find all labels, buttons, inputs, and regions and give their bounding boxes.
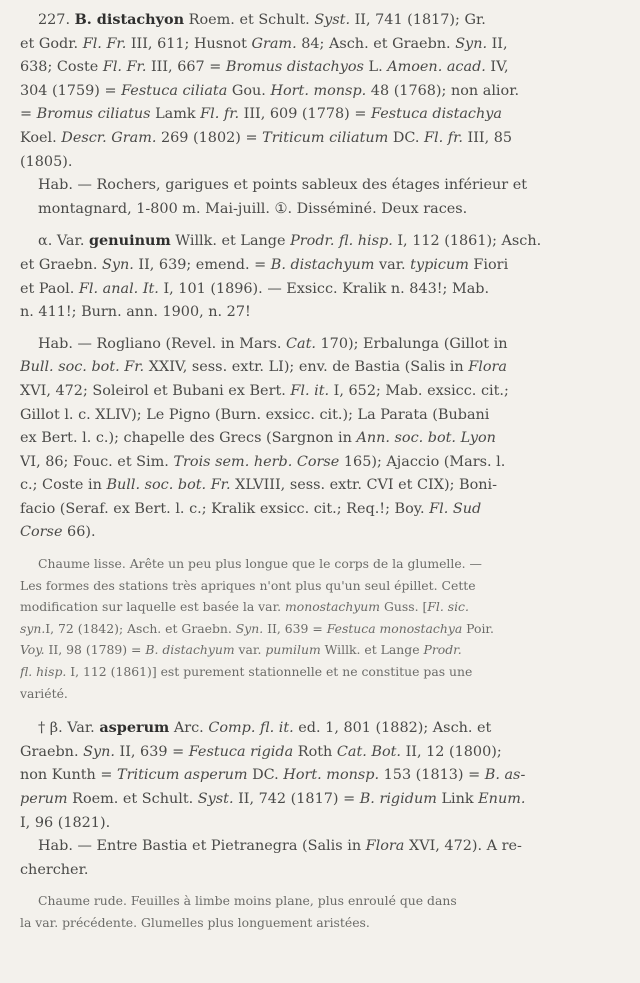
text-segment: Fl. fr. xyxy=(200,106,240,123)
text-segment: Triticum asperum xyxy=(117,767,248,784)
text-segment: non Kunth = xyxy=(20,767,118,784)
text-line xyxy=(20,8,620,33)
text-line xyxy=(20,661,620,683)
text-segment: Triticum ciliatum xyxy=(262,129,389,146)
text-segment: Syn. xyxy=(235,620,264,636)
text-segment: Fl. Fr. xyxy=(82,35,127,52)
text-segment: et Godr. xyxy=(20,35,83,52)
text-segment: syn. xyxy=(20,620,46,636)
text-segment: Syn. xyxy=(83,743,115,760)
text-segment: Descr. Gram. xyxy=(61,129,157,146)
text-segment: Hab. — Rogliano (Revel. in Mars. xyxy=(38,335,286,352)
text-segment: Hort. monsp. xyxy=(283,767,380,784)
text-segment: Fl. Fr. xyxy=(102,59,147,76)
text-segment: B. distachyon xyxy=(74,11,185,28)
text-segment: 48 (1768); non alior. xyxy=(366,82,520,99)
text-segment: facio (Seraf. ex Bert. l. c.; Kralik exsicc. cit.; Req.!; Boy. xyxy=(20,500,430,517)
text-segment: perum xyxy=(20,791,68,807)
text-segment: XLVIII, sess. extr. CVI et CIX); Boni- xyxy=(230,477,497,494)
text-line xyxy=(20,890,620,912)
text-line xyxy=(20,912,620,934)
text-segment: Fl. fr. xyxy=(424,129,463,146)
variety-alpha-habitat xyxy=(20,333,620,545)
text-segment: Voy. xyxy=(20,642,45,658)
text-segment: = xyxy=(20,106,37,123)
text-segment: DC. xyxy=(247,767,284,784)
text-segment: Syst. xyxy=(314,12,351,28)
text-segment: Bromus ciliatus xyxy=(36,106,151,123)
text-segment: la var. précédente. Glumelles plus longuement aristées. xyxy=(20,914,370,930)
text-segment: Corse xyxy=(20,524,63,541)
text-segment: genuinum xyxy=(88,232,171,250)
text-segment: Hab. — Entre Bastia et Pietranegra (Salis in xyxy=(38,838,366,855)
text-segment: monostachyum xyxy=(285,599,381,615)
text-line xyxy=(20,521,620,545)
text-segment: montagnard, 1-800 m. Mai-juill. ①. Disséminé. Deux races. xyxy=(38,200,468,217)
text-segment: Fl. Sud xyxy=(429,500,482,517)
text-segment: et Paol. xyxy=(20,280,79,297)
text-segment: XVI, 472). A re- xyxy=(404,838,522,855)
text-line xyxy=(20,404,620,428)
text-segment: II, xyxy=(487,35,508,52)
text-segment: Fl. anal. It. xyxy=(78,280,159,297)
text-line xyxy=(20,741,620,765)
text-segment: ex Bert. l. c.); chapelle des Grecs (Sargnon in xyxy=(20,430,357,447)
text-line xyxy=(20,716,620,741)
text-segment: Guss. [ xyxy=(380,599,428,615)
text-segment: ed. 1, 801 (1882); Asch. et xyxy=(293,720,492,737)
text-segment: Chaume lisse. Arête un peu plus longue que le corps de la glumelle. — xyxy=(38,556,482,572)
text-segment: II, 742 (1817) = xyxy=(233,791,360,807)
species-habitat xyxy=(20,174,620,221)
text-line xyxy=(20,301,620,325)
text-segment: chercher. xyxy=(20,861,89,878)
text-line xyxy=(20,56,620,80)
text-line xyxy=(20,151,620,175)
text-line xyxy=(20,333,620,357)
text-line xyxy=(20,639,620,661)
text-segment: α. Var. xyxy=(38,233,89,250)
text-segment: III, 85 xyxy=(462,129,513,146)
text-segment: III, 611; Husnot xyxy=(126,35,252,52)
text-segment: I, 112 (1861); Asch. xyxy=(392,233,542,250)
text-segment: DC. xyxy=(388,129,425,146)
text-segment: Fl. it. xyxy=(290,382,330,399)
text-segment: 227. xyxy=(38,12,75,28)
text-segment: Festuca monostachya xyxy=(326,620,463,636)
text-segment: typicum xyxy=(410,256,469,273)
text-segment: III, 667 = xyxy=(146,59,226,76)
text-segment: Syn. xyxy=(101,256,134,273)
text-segment: Koel. xyxy=(20,129,62,146)
text-line xyxy=(20,427,620,451)
text-segment: var. xyxy=(234,642,266,658)
text-segment: L. xyxy=(363,59,388,76)
text-segment: Amoen. acad. xyxy=(387,59,486,76)
text-line xyxy=(38,198,620,222)
text-segment: II, 98 (1789) = xyxy=(44,642,146,658)
text-segment: Flora xyxy=(365,838,405,855)
text-segment: B. distachyum xyxy=(270,256,375,273)
text-line xyxy=(20,254,620,278)
text-line xyxy=(20,835,620,859)
text-segment: Flora xyxy=(468,359,507,376)
variety-beta-heading xyxy=(20,716,620,835)
text-segment: II, 639; emend. = xyxy=(133,256,271,273)
text-segment: II, 639 = xyxy=(263,620,327,636)
variety-beta-habitat xyxy=(20,835,620,882)
text-line xyxy=(20,278,620,302)
text-line xyxy=(20,683,620,705)
text-segment: Gou. xyxy=(227,82,271,99)
text-segment: Fl. sic. xyxy=(427,599,469,615)
text-line xyxy=(20,812,620,836)
text-segment: et Graebn. xyxy=(20,256,102,273)
text-segment: Poir. xyxy=(462,620,494,636)
text-segment: Hort. monsp. xyxy=(270,82,367,99)
text-segment: III, 609 (1778) = xyxy=(239,106,371,123)
text-segment: fl. hisp. xyxy=(20,664,67,680)
text-segment: † β. Var. xyxy=(38,720,100,737)
text-segment: c.; Coste in xyxy=(20,477,107,494)
text-segment: Festuca distachya xyxy=(371,106,502,123)
text-segment: Cat. xyxy=(286,335,316,352)
text-segment: Chaume rude. Feuilles à limbe moins plane, plus enroulé que dans xyxy=(38,893,457,909)
text-line xyxy=(20,575,620,597)
text-line xyxy=(20,498,620,522)
text-segment: VI, 86; Fouc. et Sim. xyxy=(20,453,174,470)
text-segment: Roem. et Schult. xyxy=(184,12,315,28)
text-segment: B. distachyum xyxy=(145,642,235,658)
text-segment: IV, xyxy=(485,59,509,76)
text-segment: Enum. xyxy=(478,791,526,807)
text-segment: Prodr. xyxy=(423,642,462,658)
text-segment: Willk. et Lange xyxy=(170,233,291,250)
text-segment: 304 (1759) = xyxy=(20,82,122,99)
text-segment: variété. xyxy=(20,685,68,701)
text-segment: 84; Asch. et Graebn. xyxy=(296,35,456,52)
text-segment: XXIV, sess. extr. LI); env. de Bastia (Salis in xyxy=(144,359,469,376)
variety-beta-note xyxy=(20,890,620,933)
text-segment: B. rigidum xyxy=(359,791,437,807)
text-segment: Link xyxy=(436,791,479,807)
text-line xyxy=(20,229,620,254)
text-segment: Roem. et Schult. xyxy=(67,791,198,807)
text-segment: var. xyxy=(374,256,411,273)
text-segment: Comp. fl. it. xyxy=(208,720,294,737)
variety-alpha-heading xyxy=(20,229,620,324)
text-segment: XVI, 472; Soleirol et Bubani ex Bert. xyxy=(20,382,291,399)
text-segment: Hab. — Rochers, garigues et points sableux des étages inférieur et xyxy=(38,177,528,194)
variety-alpha-note xyxy=(20,553,620,704)
text-segment: 269 (1802) = xyxy=(156,129,263,146)
text-line xyxy=(20,380,620,404)
text-segment: Cat. Bot. xyxy=(336,743,402,760)
variety-alpha xyxy=(20,229,620,704)
text-segment: II, 639 = xyxy=(114,743,189,760)
text-line xyxy=(20,80,620,104)
text-segment: Festuca ciliata xyxy=(121,82,228,99)
text-line xyxy=(20,764,620,788)
text-segment: II, 741 (1817); Gr. xyxy=(350,12,486,28)
text-segment: Syn. xyxy=(455,35,488,52)
text-line xyxy=(20,474,620,498)
text-segment: Prodr. fl. hisp. xyxy=(290,233,393,250)
text-segment: II, 12 (1800); xyxy=(401,743,502,760)
text-segment: Bull. soc. bot. Fr. xyxy=(106,477,231,494)
text-line xyxy=(20,596,620,618)
text-segment: 170); Erbalunga (Gillot in xyxy=(315,335,508,352)
text-line xyxy=(20,127,620,151)
text-segment: asperum xyxy=(99,719,170,737)
text-segment: Gillot l. c. XLIV); Le Pigno (Burn. exsicc. cit.); La Parata (Bubani xyxy=(20,406,490,423)
text-line xyxy=(20,618,620,640)
text-line xyxy=(20,859,620,883)
text-segment: I, 652; Mab. exsicc. cit.; xyxy=(329,382,509,399)
text-segment: Festuca rigida xyxy=(188,743,294,760)
text-segment: I, 96 (1821). xyxy=(20,814,111,831)
species-heading xyxy=(20,8,620,174)
text-segment: Lamk xyxy=(150,106,201,123)
text-line xyxy=(20,33,620,57)
text-segment: Arc. xyxy=(169,720,209,737)
text-segment: Syst. xyxy=(197,791,234,807)
text-line xyxy=(20,356,620,380)
text-segment: Les formes des stations très apriques n'ont plus qu'un seul épillet. Cette xyxy=(20,577,476,593)
text-segment: Willk. et Lange xyxy=(320,642,424,658)
text-line xyxy=(20,451,620,475)
text-segment: Bull. soc. bot. Fr. xyxy=(20,359,145,376)
text-line xyxy=(38,174,620,198)
text-segment: 165); Ajaccio (Mars. l. xyxy=(339,453,506,470)
text-segment: Graebn. xyxy=(20,743,84,760)
text-segment: Bromus distachyos xyxy=(225,59,364,76)
text-segment: Gram. xyxy=(251,35,297,52)
text-segment: 153 (1813) = xyxy=(379,767,485,784)
text-segment: Fiori xyxy=(468,256,509,273)
text-segment: I, 112 (1861)] est purement stationnelle et ne constitue pas une xyxy=(66,664,473,680)
text-segment: pumilum xyxy=(265,642,321,658)
text-segment: I, 72 (1842); Asch. et Graebn. xyxy=(45,620,236,636)
text-segment: I, 101 (1896). — Exsicc. Kralik n. 843!; Mab. xyxy=(158,280,490,297)
text-segment: (1805). xyxy=(20,153,73,170)
text-segment: 66). xyxy=(62,524,96,541)
text-segment: B. as- xyxy=(484,767,526,784)
text-line xyxy=(20,103,620,127)
text-segment: n. 411!; Burn. ann. 1900, n. 27! xyxy=(20,304,251,321)
text-segment: Roth xyxy=(293,743,337,760)
text-line xyxy=(20,553,620,575)
text-segment: Trois sem. herb. Corse xyxy=(173,453,340,470)
species-entry xyxy=(20,8,620,221)
text-segment: Ann. soc. bot. Lyon xyxy=(356,430,496,447)
variety-beta xyxy=(20,716,620,933)
text-segment: 638; Coste xyxy=(20,59,103,76)
text-line xyxy=(20,788,620,812)
text-segment: modification sur laquelle est basée la var. xyxy=(20,599,286,615)
